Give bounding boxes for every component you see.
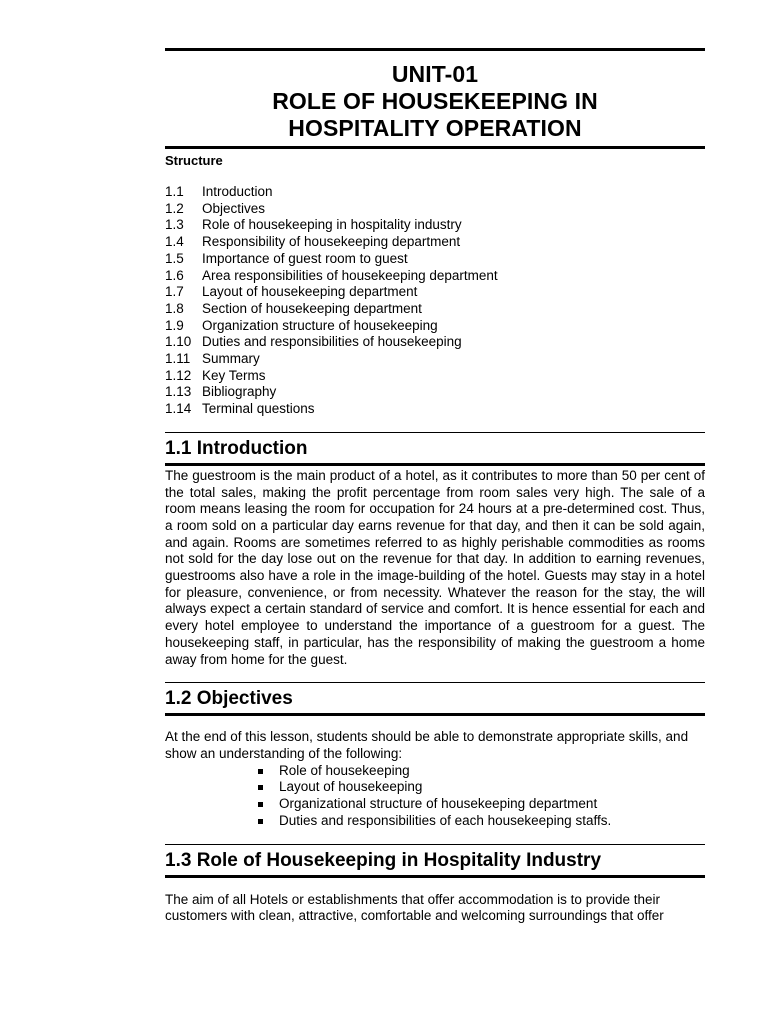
toc-number: 1.11 [165, 351, 191, 367]
bullet-square-icon [258, 785, 263, 790]
toc-number: 1.4 [165, 234, 184, 250]
toc-item [165, 184, 705, 201]
bullet-square-icon [258, 802, 263, 807]
toc-item [165, 384, 705, 401]
toc-number: 1.12 [165, 367, 192, 383]
list-item [257, 813, 705, 830]
list-item-text: Role of housekeeping [279, 762, 410, 778]
toc-text: Importance of guest room to guest [202, 250, 408, 266]
toc-number: 1.8 [165, 300, 184, 316]
toc-number: 1.5 [165, 250, 184, 266]
section-title-role: 1.3 Role of Housekeeping in Hospitality Industry [165, 849, 602, 871]
toc-text: Layout of housekeeping department [202, 284, 418, 300]
toc-text: Duties and responsibilities of housekeeping [202, 334, 462, 350]
toc-number: 1.3 [165, 217, 184, 233]
toc-item [165, 268, 705, 285]
unit-title-block [165, 51, 705, 146]
unit-number: UNIT-01 [391, 61, 479, 87]
section-title-objectives: 1.2 Objectives [165, 688, 293, 710]
toc-number: 1.10 [165, 334, 192, 350]
toc-item [165, 234, 705, 251]
section-introduction-header [165, 432, 705, 466]
section-title-introduction: 1.1 Introduction [165, 437, 308, 459]
toc-number: 1.2 [165, 200, 184, 216]
toc-number: 1.14 [165, 401, 192, 417]
toc-text: Introduction [202, 184, 273, 199]
list-item [257, 796, 705, 813]
toc-text: Organization structure of housekeeping [202, 317, 438, 333]
toc-number: 1.13 [165, 384, 192, 400]
toc-text: Terminal questions [202, 401, 315, 417]
toc-number: 1.1 [165, 184, 184, 199]
bullet-square-icon [258, 769, 263, 774]
list-item [257, 763, 705, 780]
structure-list [165, 184, 705, 418]
toc-text: Role of housekeeping in hospitality industry [202, 217, 462, 233]
document-page [165, 48, 705, 925]
introduction-paragraph: The guestroom is the main product of a hotel, as it contributes to more than 50 per cent of the total sales, making the profit percentage from room sales very high. The sale of a room means leasing the room for occupation for 24 hours at a pre-determined cost. Thus, a room sold on a particular day earns revenue for that day, and then it can be sold again, and again. Rooms are sometimes referred to as highly perishable commodities as rooms not sold for the day lose out on the revenue for that day. In addition to earning revenues, guestrooms also have a role in the image-building of the hotel. Guests may stay in a hotel for pleasure, convenience, or from necessity. Whatever the reason for the stay, the will always expect a certain standard of service and comfort. It is hence essential for each and every hotel employee to understand the importance of a guestroom for a guest. The housekeeping staff, in particular, has the responsibility of making the guestroom a home away from home for the guest. [165, 467, 705, 667]
list-item-text: Organizational structure of housekeeping department [279, 796, 598, 812]
list-item-text: Duties and responsibilities of each housekeeping staffs. [279, 812, 612, 828]
objectives-list [165, 763, 705, 830]
role-paragraph: The aim of all Hotels or establishments that offer accommodation is to provide their customers with clean, attractive, comfortable and welcoming surroundings that offer [165, 891, 664, 924]
toc-text: Section of housekeeping department [202, 300, 422, 316]
list-item-text: Layout of housekeeping [279, 779, 423, 795]
toc-item [165, 251, 705, 268]
toc-item [165, 401, 705, 418]
toc-number: 1.9 [165, 317, 184, 333]
toc-number: 1.7 [165, 284, 184, 300]
toc-text: Area responsibilities of housekeeping department [202, 267, 498, 283]
toc-item [165, 284, 705, 301]
structure-label: Structure [165, 153, 223, 168]
toc-item [165, 351, 705, 368]
toc-number: 1.6 [165, 267, 184, 283]
toc-item [165, 368, 705, 385]
toc-text: Objectives [202, 200, 266, 216]
toc-text: Summary [202, 351, 260, 367]
unit-title-line-1: ROLE OF HOUSEKEEPING IN [272, 88, 598, 114]
toc-item [165, 201, 705, 218]
title-bottom-rule [165, 146, 705, 149]
bullet-square-icon [258, 819, 263, 824]
section-bottom-rule [165, 713, 705, 716]
unit-title-line-2: HOSPITALITY OPERATION [288, 115, 582, 141]
toc-text: Bibliography [202, 384, 277, 400]
toc-item [165, 334, 705, 351]
list-item [257, 779, 705, 796]
toc-item [165, 217, 705, 234]
section-role-header [165, 844, 705, 878]
section-bottom-rule [165, 875, 705, 878]
toc-item [165, 301, 705, 318]
toc-text: Key Terms [202, 367, 266, 383]
section-objectives-header [165, 682, 705, 716]
toc-item [165, 318, 705, 335]
section-bottom-rule [165, 463, 705, 466]
objectives-lead: At the end of this lesson, students should be able to demonstrate appropriate skills, and show an understanding of the following: [165, 729, 689, 761]
toc-text: Responsibility of housekeeping department [202, 234, 461, 250]
